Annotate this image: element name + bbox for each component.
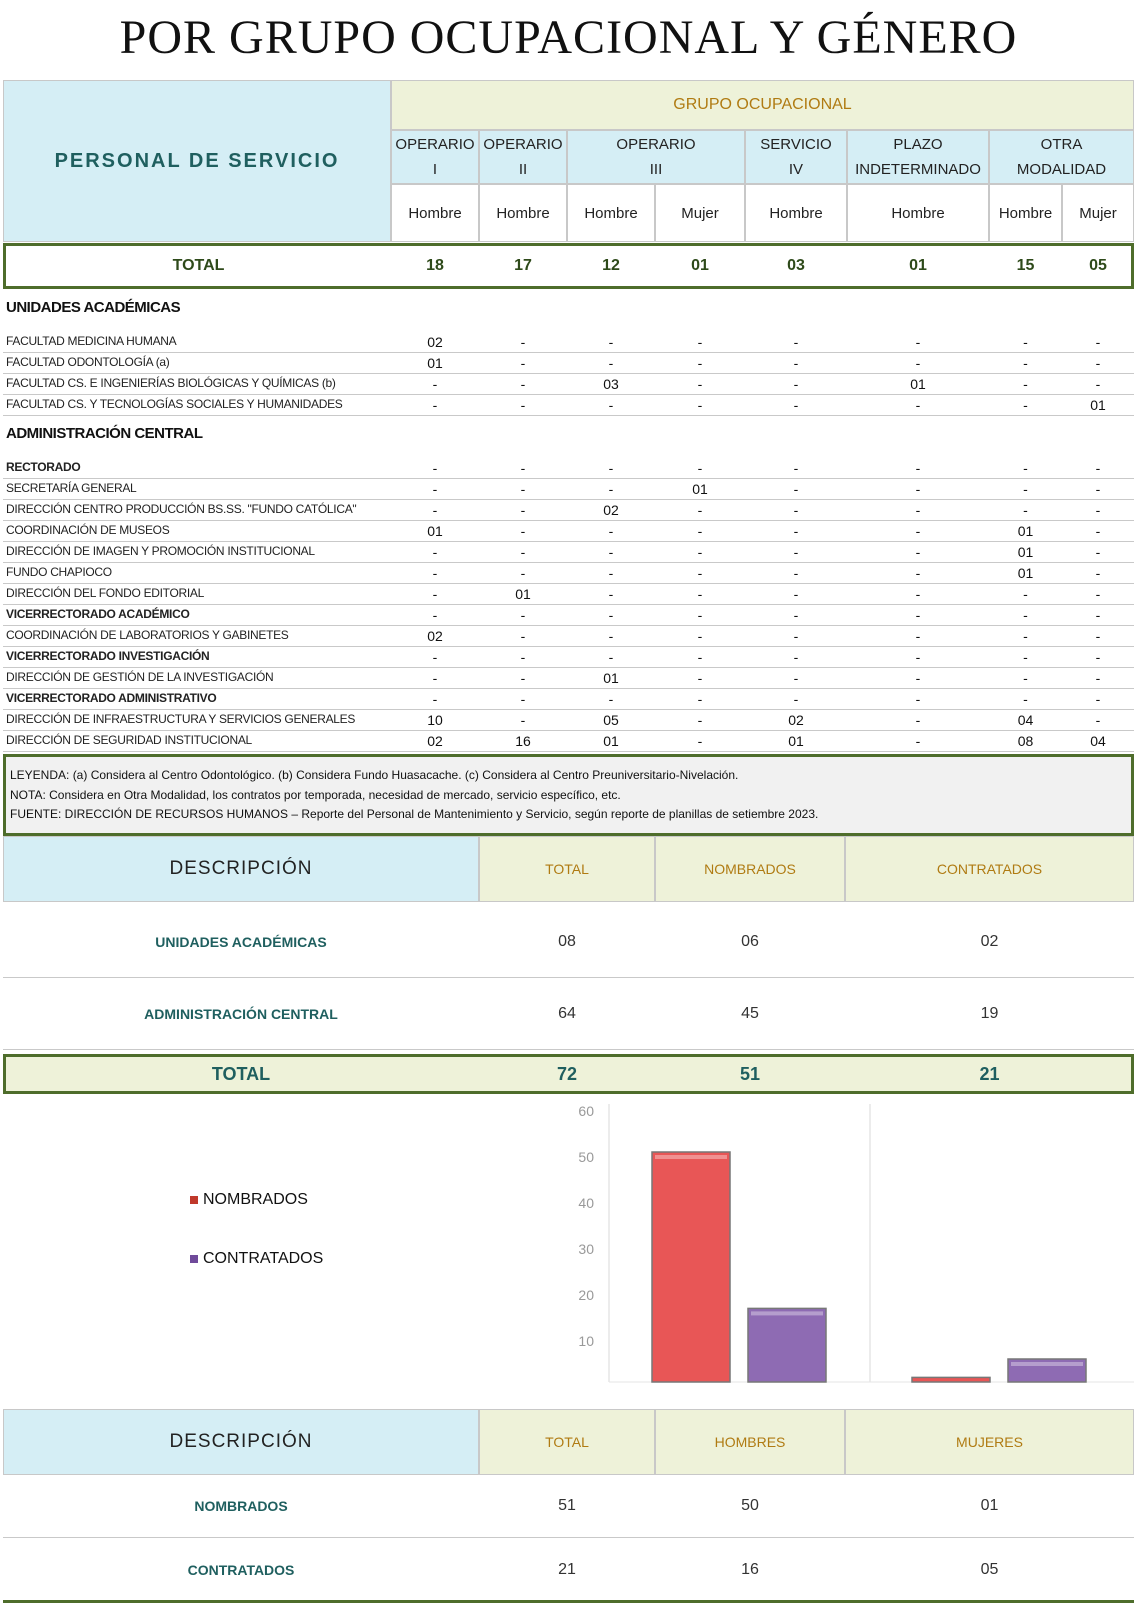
row-value: - — [1095, 670, 1101, 686]
row-value: - — [520, 460, 526, 476]
summary-header: DESCRIPCIÓN — [3, 1409, 479, 1475]
row-value: - — [793, 586, 799, 602]
table-row — [3, 563, 1134, 584]
header-group-text — [483, 132, 562, 182]
total-row — [3, 243, 1134, 289]
row-value: - — [1095, 649, 1101, 665]
row-value: - — [520, 397, 526, 413]
row-value: - — [793, 397, 799, 413]
row-value: - — [793, 628, 799, 644]
row-value: - — [1095, 355, 1101, 371]
summary-row — [3, 1474, 1134, 1538]
summary-row-label: CONTRATADOS — [187, 1562, 295, 1578]
row-value: - — [697, 355, 703, 371]
row-value: 04 — [1017, 712, 1034, 728]
nombrados-swatch — [190, 1196, 198, 1204]
row-value: - — [608, 334, 614, 350]
row-value: - — [697, 691, 703, 707]
header-group-line2: I — [432, 161, 438, 178]
row-value: - — [915, 733, 921, 749]
row-value: - — [1095, 376, 1101, 392]
row-value: - — [1023, 397, 1028, 413]
bar-highlight — [1011, 1362, 1083, 1366]
summary-header: CONTRATADOS — [845, 836, 1134, 902]
note-line: NOTA: Considera en Otra Modalidad, los contratos por temporada, necesidad de mercado, servicio específico, etc. — [10, 787, 621, 802]
row-label: FUNDO CHAPIOCO — [6, 565, 112, 579]
row-value: - — [520, 376, 526, 392]
header-gender: Mujer — [655, 184, 745, 242]
table-row — [3, 458, 1134, 479]
row-label: FACULTAD ODONTOLOGÍA (a) — [6, 355, 170, 369]
row-value: - — [432, 376, 438, 392]
row-value: - — [793, 460, 799, 476]
row-value: - — [915, 334, 921, 350]
row-label: DIRECCIÓN CENTRO PRODUCCIÓN BS.SS. "FUNDO CATÓLICA" — [6, 502, 357, 516]
row-value: - — [520, 523, 526, 539]
section-title: ADMINISTRACIÓN CENTRAL — [6, 425, 203, 442]
row-label: VICERRECTORADO ADMINISTRATIVO — [6, 691, 217, 705]
header-group-5 — [847, 130, 989, 184]
summary-row-value: 21 — [558, 1561, 576, 1578]
row-value: - — [915, 481, 921, 497]
header-group-line1: PLAZO — [893, 136, 943, 153]
summary-row-value: 64 — [558, 1005, 576, 1022]
row-value: 01 — [603, 670, 619, 686]
summary-total-value: 72 — [556, 1063, 578, 1084]
y-tick-label: 60 — [578, 1103, 594, 1119]
row-value: - — [432, 649, 438, 665]
row-value: - — [1023, 376, 1028, 392]
header-group-line2: IV — [788, 161, 804, 178]
header-gender: Hombre — [847, 184, 989, 242]
row-value: - — [1095, 565, 1101, 581]
row-value: - — [793, 544, 799, 560]
summary-row-value: 02 — [980, 933, 999, 950]
row-value: - — [1095, 586, 1101, 602]
bar-highlight — [751, 1311, 823, 1315]
row-value: - — [915, 649, 921, 665]
summary-header: MUJERES — [845, 1409, 1134, 1475]
bar-chart — [0, 1096, 1137, 1386]
row-value: - — [793, 649, 799, 665]
row-value: - — [1023, 586, 1028, 602]
row-value: - — [915, 670, 921, 686]
row-value: - — [697, 334, 703, 350]
header-group-line1: OTRA — [1040, 136, 1083, 153]
summary-row — [3, 1538, 1134, 1602]
row-value: - — [1095, 691, 1101, 707]
row-value: - — [697, 523, 703, 539]
row-value: - — [432, 586, 438, 602]
row-value: 02 — [603, 502, 619, 518]
y-tick-label: 40 — [578, 1195, 594, 1211]
row-value: - — [1095, 628, 1101, 644]
row-value: - — [793, 670, 799, 686]
row-value: - — [608, 544, 614, 560]
header-group-text — [855, 132, 981, 182]
summary-row-value: 50 — [741, 1497, 759, 1514]
row-value: - — [697, 670, 703, 686]
row-value: - — [1095, 712, 1101, 728]
y-tick-label: 20 — [578, 1287, 594, 1303]
row-value: - — [608, 607, 614, 623]
header-grupo-ocupacional: GRUPO OCUPACIONAL — [391, 80, 1134, 130]
row-value: 02 — [788, 712, 804, 728]
row-value: - — [915, 397, 921, 413]
total-label: TOTAL — [172, 257, 225, 274]
table-row — [3, 626, 1134, 647]
summary-total-label: TOTAL — [211, 1063, 271, 1084]
summary-row-label: UNIDADES ACADÉMICAS — [155, 934, 327, 950]
source-line: FUENTE: DIRECCIÓN DE RECURSOS HUMANOS – Reporte del Personal de Mantenimiento y Servicio, según reporte de planillas de setiembre 2023. — [10, 807, 819, 821]
row-value: 02 — [427, 334, 443, 350]
header-gender: Hombre — [391, 184, 479, 242]
legend-box — [3, 754, 1134, 836]
table-row — [3, 710, 1134, 731]
row-value: - — [915, 565, 921, 581]
row-value: - — [608, 481, 614, 497]
header-group-6 — [989, 130, 1134, 184]
summary-header: NOMBRADOS — [655, 836, 845, 902]
row-value: - — [915, 355, 921, 371]
row-value: - — [520, 670, 526, 686]
row-value: - — [793, 481, 799, 497]
legend-nombrados-label: NOMBRADOS — [203, 1191, 308, 1208]
row-value: - — [697, 649, 703, 665]
row-value: - — [697, 607, 703, 623]
row-value: - — [1023, 502, 1028, 518]
row-value: - — [1095, 502, 1101, 518]
row-value: - — [1095, 481, 1101, 497]
header-gender: Hombre — [989, 184, 1062, 242]
row-value: - — [697, 733, 703, 749]
row-value: - — [520, 628, 526, 644]
bar-nombrados-hombres — [652, 1152, 730, 1382]
row-value: 01 — [1017, 523, 1034, 539]
row-value: - — [1023, 355, 1028, 371]
summary-row — [3, 906, 1134, 978]
row-label: VICERRECTORADO INVESTIGACIÓN — [6, 649, 210, 663]
row-value: - — [697, 628, 703, 644]
row-value: 01 — [603, 733, 619, 749]
row-value: 01 — [427, 355, 443, 371]
row-value: - — [697, 460, 703, 476]
row-value: - — [608, 691, 614, 707]
row-value: - — [608, 628, 614, 644]
table-row — [3, 689, 1134, 710]
header-group-1 — [391, 130, 479, 184]
row-label: FACULTAD CS. Y TECNOLOGÍAS SOCIALES Y HUMANIDADES — [6, 397, 343, 411]
summary-row-label: NOMBRADOS — [194, 1498, 288, 1514]
row-value: - — [520, 355, 526, 371]
header-group-line1: OPERARIO — [395, 136, 475, 153]
summary-header: HOMBRES — [655, 1409, 845, 1475]
table-row — [3, 521, 1134, 542]
header-gender: Mujer — [1062, 184, 1134, 242]
bar-nombrados-mujeres — [912, 1377, 990, 1382]
header-group-line2: III — [649, 161, 663, 178]
y-tick-label: 10 — [578, 1333, 594, 1349]
header-gender: Hombre — [479, 184, 567, 242]
row-value: - — [608, 355, 614, 371]
table-row — [3, 668, 1134, 689]
header-group-2 — [479, 130, 567, 184]
bottom-rule — [3, 1600, 1134, 1603]
row-value: 01 — [1017, 544, 1034, 560]
row-value: 01 — [692, 481, 708, 497]
row-value: - — [915, 628, 921, 644]
table-row — [3, 395, 1134, 416]
row-value: - — [793, 691, 799, 707]
row-value: - — [697, 544, 703, 560]
row-value: - — [1095, 607, 1101, 623]
header-group-text — [1017, 132, 1106, 182]
row-value: - — [1023, 481, 1028, 497]
header-group-line2: INDETERMINADO — [855, 161, 981, 178]
row-value: - — [915, 586, 921, 602]
table-row — [3, 500, 1134, 521]
row-value: 16 — [515, 733, 531, 749]
row-value: - — [608, 649, 614, 665]
header-group-line2: MODALIDAD — [1016, 161, 1107, 178]
row-value: - — [793, 502, 799, 518]
row-label: DIRECCIÓN DE INFRAESTRUCTURA Y SERVICIOS GENERALES — [6, 712, 356, 726]
table-row — [3, 584, 1134, 605]
row-value: 01 — [515, 586, 531, 602]
row-value: - — [608, 460, 614, 476]
row-value: - — [520, 481, 526, 497]
total-value: 18 — [426, 257, 444, 274]
bar-contratados-hombres — [748, 1308, 826, 1382]
header-group-3 — [567, 130, 745, 184]
legend-line: LEYENDA: (a) Considera al Centro Odontológico. (b) Considera Fundo Huasacache. (c) Considera al Centro Preuniversitario-Nivelación. — [10, 768, 739, 782]
row-value: 01 — [910, 376, 926, 392]
row-value: - — [697, 586, 703, 602]
row-value: - — [915, 460, 921, 476]
row-value: - — [915, 691, 921, 707]
row-value: 05 — [603, 712, 619, 728]
row-value: - — [1095, 334, 1101, 350]
row-value: - — [697, 712, 703, 728]
row-value: - — [697, 565, 703, 581]
header-group-line2: II — [518, 161, 528, 178]
summary-row-value: 16 — [741, 1561, 759, 1578]
section-title: UNIDADES ACADÉMICAS — [6, 299, 181, 316]
row-value: - — [432, 670, 438, 686]
row-value: - — [520, 691, 526, 707]
header-group-4 — [745, 130, 847, 184]
header-group-text — [760, 132, 831, 182]
table-row — [3, 332, 1134, 353]
row-label: COORDINACIÓN DE MUSEOS — [6, 523, 170, 537]
summary-row-value: 08 — [558, 933, 576, 950]
row-value: - — [1095, 460, 1101, 476]
summary-total-row — [3, 1054, 1134, 1094]
summary-row-label: ADMINISTRACIÓN CENTRAL — [144, 1006, 338, 1022]
row-value: - — [697, 376, 703, 392]
summary-header: TOTAL — [479, 1409, 655, 1475]
row-value: - — [520, 712, 526, 728]
bar-highlight — [655, 1155, 727, 1159]
y-tick-label: 50 — [578, 1149, 594, 1165]
row-value: - — [520, 649, 526, 665]
total-value: 17 — [514, 257, 532, 274]
table-row — [3, 479, 1134, 500]
row-label: DIRECCIÓN DE IMAGEN Y PROMOCIÓN INSTITUCIONAL — [6, 544, 315, 558]
row-label: RECTORADO — [6, 460, 81, 474]
row-value: - — [432, 544, 438, 560]
summary-row-value: 05 — [980, 1561, 999, 1578]
summary-row-value: 06 — [741, 933, 759, 950]
table-row — [3, 353, 1134, 374]
row-label: VICERRECTORADO ACADÉMICO — [6, 607, 190, 621]
row-value: - — [520, 544, 526, 560]
header-group-line1: OPERARIO — [483, 136, 563, 153]
row-value: - — [1095, 544, 1101, 560]
row-value: - — [432, 481, 438, 497]
contratados-swatch — [190, 1255, 198, 1263]
row-value: - — [608, 586, 614, 602]
page-title: POR GRUPO OCUPACIONAL Y GÉNERO — [119, 11, 1018, 64]
summary-row-value: 19 — [980, 1005, 999, 1022]
row-value: - — [915, 712, 921, 728]
row-value: - — [520, 334, 526, 350]
total-value: 15 — [1016, 257, 1035, 274]
summary-row-value: 45 — [741, 1005, 759, 1022]
legend-contratados — [190, 1250, 323, 1268]
row-value: - — [520, 607, 526, 623]
row-value: - — [1023, 334, 1028, 350]
row-value: - — [1023, 628, 1028, 644]
legend-contratados-label: CONTRATADOS — [203, 1250, 324, 1267]
row-value: - — [608, 397, 614, 413]
row-value: - — [432, 691, 438, 707]
table-row — [3, 731, 1134, 752]
row-value: 01 — [788, 733, 804, 749]
summary-header: DESCRIPCIÓN — [3, 836, 479, 902]
header-group-text — [616, 132, 695, 182]
row-value: - — [608, 523, 614, 539]
header-gender: Hombre — [745, 184, 847, 242]
row-value: - — [432, 607, 438, 623]
row-value: 01 — [427, 523, 443, 539]
total-value: 12 — [602, 257, 620, 274]
header-group-line1: OPERARIO — [616, 136, 696, 153]
y-tick-label: 30 — [578, 1241, 594, 1257]
row-value: - — [915, 502, 921, 518]
row-value: 01 — [1090, 397, 1106, 413]
row-label: DIRECCIÓN DE GESTIÓN DE LA INVESTIGACIÓN — [6, 670, 274, 684]
row-value: - — [793, 523, 799, 539]
row-value: - — [793, 376, 799, 392]
row-value: - — [793, 355, 799, 371]
summary-total-value: 51 — [739, 1063, 761, 1084]
row-value: 08 — [1017, 733, 1034, 749]
row-value: - — [432, 397, 438, 413]
row-value: - — [1023, 691, 1028, 707]
row-value: - — [915, 544, 921, 560]
row-value: - — [432, 565, 438, 581]
summary-row — [3, 978, 1134, 1050]
row-label: SECRETARÍA GENERAL — [6, 481, 137, 495]
row-value: - — [520, 565, 526, 581]
summary-row-value: 01 — [980, 1497, 999, 1514]
row-value: 04 — [1090, 733, 1106, 749]
row-value: - — [697, 397, 703, 413]
total-value: 03 — [787, 257, 805, 274]
row-value: - — [697, 502, 703, 518]
total-value: 01 — [691, 257, 709, 274]
row-value: - — [432, 460, 438, 476]
legend-nombrados — [190, 1191, 308, 1209]
table-row — [3, 374, 1134, 395]
row-value: - — [1023, 460, 1028, 476]
row-value: 02 — [427, 628, 443, 644]
row-value: - — [793, 565, 799, 581]
header-personal-servicio: PERSONAL DE SERVICIO — [3, 80, 391, 242]
row-value: - — [1023, 607, 1028, 623]
row-label: DIRECCIÓN DE SEGURIDAD INSTITUCIONAL — [6, 733, 252, 747]
summary-header: TOTAL — [479, 836, 655, 902]
row-value: - — [1023, 649, 1028, 665]
row-label: DIRECCIÓN DEL FONDO EDITORIAL — [6, 586, 204, 600]
total-value: 05 — [1089, 257, 1107, 274]
row-value: 02 — [427, 733, 443, 749]
summary-total-value: 21 — [979, 1063, 1000, 1084]
row-label: COORDINACIÓN DE LABORATORIOS Y GABINETES — [6, 628, 289, 642]
row-label: FACULTAD CS. E INGENIERÍAS BIOLÓGICAS Y QUÍMICAS (b) — [6, 376, 336, 390]
table-row — [3, 542, 1134, 563]
row-value: 03 — [603, 376, 619, 392]
row-value: 01 — [1017, 565, 1034, 581]
row-value: - — [520, 502, 526, 518]
row-label: FACULTAD MEDICINA HUMANA — [6, 334, 177, 348]
header-gender: Hombre — [567, 184, 655, 242]
header-group-line1: SERVICIO — [760, 136, 832, 153]
table-row — [3, 647, 1134, 668]
row-value: 10 — [427, 712, 443, 728]
row-value: - — [608, 565, 614, 581]
header-group-text — [395, 132, 474, 182]
row-value: - — [1095, 523, 1101, 539]
summary-row-value: 51 — [558, 1497, 576, 1514]
row-value: - — [1023, 670, 1028, 686]
row-value: - — [793, 334, 799, 350]
row-value: - — [432, 502, 438, 518]
table-row — [3, 605, 1134, 626]
row-value: - — [793, 607, 799, 623]
row-value: - — [915, 607, 921, 623]
row-value: - — [915, 523, 921, 539]
total-value: 01 — [909, 257, 927, 274]
